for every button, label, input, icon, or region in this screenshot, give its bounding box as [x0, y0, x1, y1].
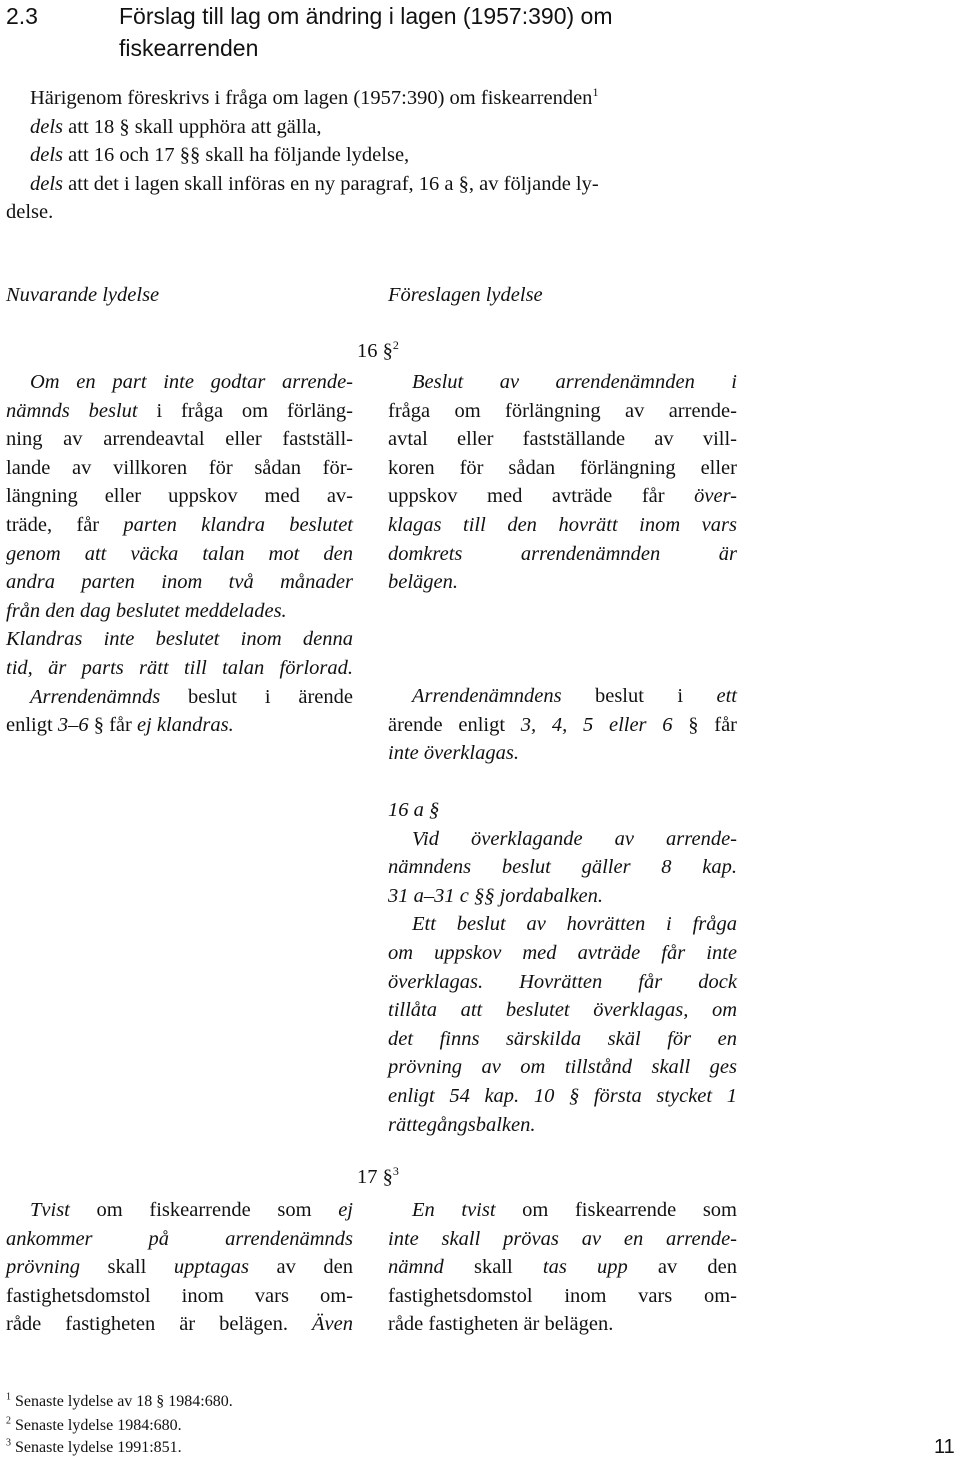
column-heading-proposed: Föreslagen lydelse — [388, 284, 543, 306]
column-heading-current: Nuvarande lydelse — [6, 284, 160, 306]
section-16-label — [357, 340, 399, 363]
footnote-1 — [6, 1391, 233, 1411]
section-title-line2: fiskearrenden — [119, 35, 259, 61]
intro-line-5: delse. — [6, 201, 54, 223]
text-line: ning av arrendeavtal eller fastställ- — [6, 428, 353, 451]
intro-line-2-text: att 18 § skall upphöra att gälla, — [63, 116, 322, 138]
text-line: fastighetsdomstol inom vars om- — [6, 1284, 353, 1307]
text-line: enligt 54 kap. 10 § första stycket 1 — [388, 1084, 737, 1107]
section-16-proposed-text-2: Arrendenämndens beslut i ett ärende enligt 3, 4, 5 eller 6 § får inte överklagas. — [388, 685, 737, 765]
text-line: från den dag beslutet meddelades. — [6, 599, 287, 622]
text-line: Klandras inte beslutet inom denna — [6, 628, 353, 651]
text-line: fastighetsdomstol inom vars om- — [388, 1284, 737, 1307]
section-16a — [388, 796, 737, 1139]
dels-word: dels — [30, 144, 64, 166]
text-line: det finns särskilda skäl för en — [388, 1027, 737, 1050]
text-line: 31 a–31 c §§ jordabalken. — [388, 884, 604, 907]
text-line: råde fastigheten är belägen. — [388, 1313, 614, 1336]
section-16a-label: 16 a § — [388, 799, 440, 821]
text-line: tillåta att beslutet överklagas, om — [388, 999, 737, 1022]
text-line: rättegångsbalken. — [388, 1113, 536, 1136]
text-line: inte skall prövas av en arrende- — [388, 1227, 737, 1250]
text-line: Om en part inte godtar arrende- — [30, 371, 353, 393]
footnote-ref-2: 2 — [392, 338, 399, 353]
footnote-number: 1 — [6, 1391, 11, 1403]
text-line: klagas till den hovrätt inom vars — [388, 513, 737, 536]
intro-line-2 — [30, 113, 322, 142]
text-line: ankommer på arrendenämnds — [6, 1227, 353, 1250]
section-17-current-text: Tvist om fiskearrende som ej ankommer på arrendenämnds prövning skall upptagas av den fastighetsdomstol inom vars om- råde fastigheten är belägen. Även — [6, 1199, 354, 1336]
intro-line-3-text: att 16 och 17 §§ skall ha följande lydelse, — [63, 144, 410, 166]
text-line: nämndens beslut gäller 8 kap. — [388, 856, 737, 879]
intro-line-3 — [30, 141, 409, 170]
text-line: överklagas. Hovrätten får dock — [388, 970, 737, 993]
text-line: avtal eller fastställande av vill- — [388, 428, 737, 451]
text-line: Beslut av arrendenämnden i — [412, 371, 737, 393]
intro-line-1-text: Härigenom föreskrivs i fråga om lagen (1957:390) om fiskearrenden — [30, 87, 593, 109]
text-line: lande av villkoren för sådan för- — [6, 456, 353, 479]
dels-word: dels — [30, 116, 64, 138]
text-line: Vid överklagande av arrende- — [412, 827, 737, 850]
page-number: 11 — [934, 1436, 955, 1458]
section-number: 2.3 — [6, 3, 38, 29]
text-line: prövning av om tillstånd skall ges — [388, 1056, 737, 1079]
footnote-number: 3 — [6, 1437, 11, 1449]
footnote-number: 2 — [6, 1415, 11, 1427]
intro-line-4 — [30, 170, 599, 199]
footnote-text: Senaste lydelse av 18 § 1984:680. — [15, 1393, 233, 1410]
text-line: Ett beslut av hovrätten i fråga — [412, 913, 737, 936]
footnote-text: Senaste lydelse 1984:680. — [15, 1417, 182, 1434]
text-line: om uppskov med avträde får inte — [388, 941, 737, 964]
section-16-current-text: Om en part inte godtar arrende- nämnds beslut i fråga om förläng- ning av arrendeavtal eller fastställ- lande av villkoren för sådan för- längning eller uppskov med av- träde, får parten klandra beslutet genom att väcka talan mot den andra parten inom två månader från den dag beslutet meddelades. Klandras inte beslutet inom denna tid, är parts rätt till talan förlorad. Arrendenämnds beslut i ärende enligt 3–6 § får ej klandras. — [6, 371, 353, 737]
section-title-line1: Förslag till lag om ändring i lagen (1957:390) om — [119, 3, 613, 29]
footnote-ref-1: 1 — [592, 85, 599, 100]
section-16-text: 16 § — [357, 340, 393, 362]
section-17-label — [357, 1166, 399, 1189]
section-17-proposed-text: En tvist om fiskearrende som inte skall prövas av en arrende- nämnd skall tas upp av den fastighetsdomstol inom vars om- råde fastigheten är belägen. — [388, 1196, 737, 1339]
dels-word: dels — [30, 173, 64, 195]
text-line: andra parten inom två månader — [6, 571, 353, 594]
text-line: domkrets arrendenämnden är — [388, 542, 737, 565]
text-line: längning eller uppskov med av- — [6, 485, 353, 508]
section-17-text: 17 § — [357, 1166, 393, 1188]
text-line: fråga om förlängning av arrende- — [388, 399, 737, 422]
footnote-text: Senaste lydelse 1991:851. — [15, 1439, 182, 1456]
text-line: belägen. — [388, 571, 459, 594]
footnote-3 — [6, 1437, 182, 1457]
footnote-2 — [6, 1415, 182, 1435]
text-line: inte överklagas. — [388, 742, 519, 765]
text-line: genom att väcka talan mot den — [6, 542, 353, 565]
text-line: tid, är parts rätt till talan förlorad. — [6, 656, 353, 679]
intro-line-1 — [30, 84, 598, 113]
intro-line-4-text: att det i lagen skall införas en ny paragraf, 16 a §, av följande ly- — [63, 173, 599, 195]
section-16-proposed-text: Beslut av arrendenämnden i fråga om förlängning av arrende- avtal eller fastställande av vill- koren för sådan förlängning eller uppskov med avträde får över- klagas till den hovrätt inom vars domkrets arrendenämnden är belägen. — [388, 371, 737, 594]
footnote-ref-3: 3 — [392, 1164, 399, 1179]
text-line: koren för sådan förlängning eller — [388, 456, 737, 479]
